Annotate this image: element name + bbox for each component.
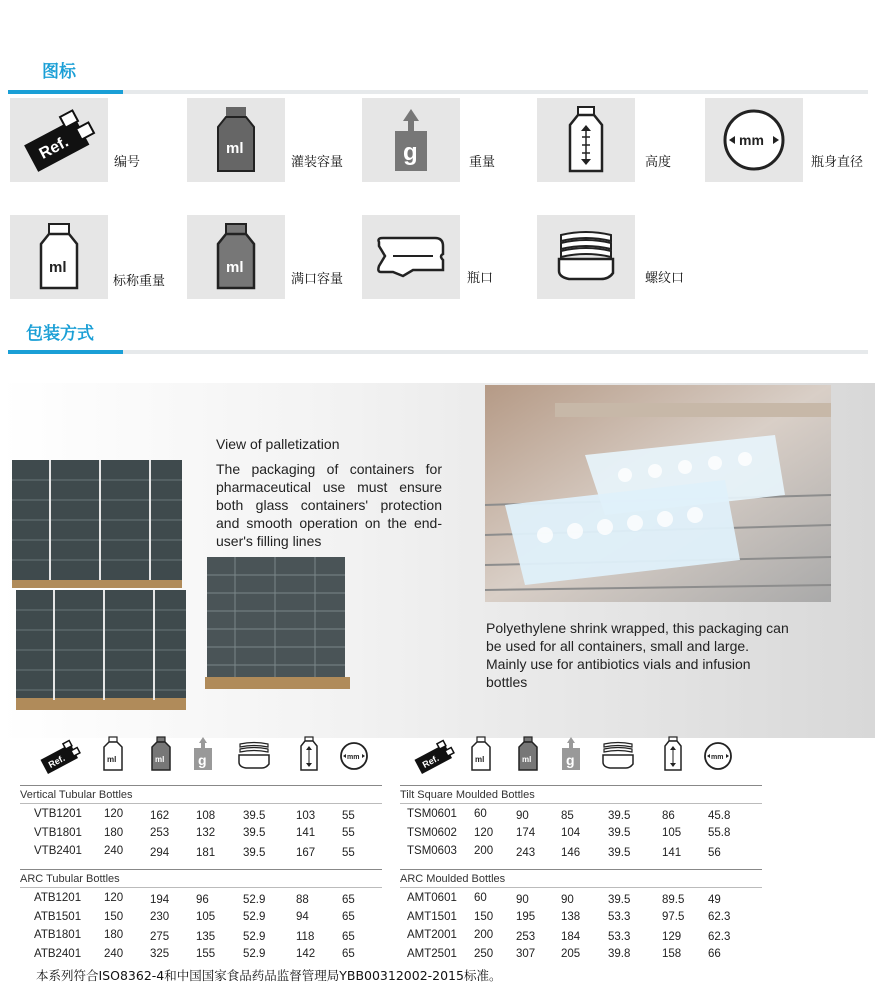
thread-icon: [600, 740, 636, 775]
ref-icon: [16, 105, 102, 175]
table-cell-value: 53.3: [608, 931, 631, 943]
table-row: [0, 808, 875, 826]
table-group-title: Tilt Square Moulded Bottles: [400, 789, 535, 801]
section-underline: [123, 350, 868, 354]
table-cell-value: 88: [296, 894, 309, 906]
table-group-title: ARC Tubular Bottles: [20, 873, 120, 885]
table-cell-value: 275: [150, 931, 170, 943]
table-cell-value: 146: [561, 847, 581, 859]
right-table-icon-row: [0, 730, 875, 780]
icon-label-diameter: 瓶身直径: [811, 155, 864, 170]
table-row: [0, 845, 875, 863]
table-cell-value: 89.5: [662, 894, 685, 906]
table-cell-value: 194: [150, 894, 170, 906]
table-cell-code: AMT1501: [407, 910, 457, 923]
table-cell-code: AMT2501: [407, 947, 457, 960]
table-group-title: Vertical Tubular Bottles: [20, 789, 133, 801]
table-cell-value: 120: [104, 892, 124, 904]
section-underline: [123, 90, 868, 94]
table-cell-value: 138: [561, 910, 581, 923]
table-cell-value: 150: [104, 910, 124, 923]
ml-filled-icon: [517, 736, 539, 777]
height-icon: [662, 736, 684, 777]
table-cell-value: 120: [104, 808, 124, 820]
weight-icon-tile: [362, 98, 460, 182]
icons-section-title: 图标: [42, 62, 76, 82]
packaging-section-header: [8, 314, 868, 356]
table-cell-value: 120: [474, 826, 494, 839]
table-cell-value: 97.5: [662, 910, 685, 923]
table-cell-value: 62.3: [708, 931, 731, 943]
ml-bottle-icon-tile: [187, 98, 285, 182]
table-cell-code: VTB1801: [34, 826, 82, 839]
table-cell-code: TSM0602: [407, 826, 457, 839]
table-cell-value: 294: [150, 847, 170, 859]
standards-footer-note: 本系列符合ISO8362-4和中国国家食品药品监督管理局YBB00312002-2015标准。: [36, 968, 502, 983]
ml-icon-text: ml: [226, 140, 244, 157]
table-cell-value: 85: [561, 810, 574, 822]
table-cell-value: 66: [708, 947, 721, 960]
ref-icon-tile: [10, 98, 108, 182]
ml-icon: [470, 736, 492, 777]
table-cell-code: ATB1201: [34, 892, 82, 904]
table-cell-value: 200: [474, 845, 494, 857]
thread-icon-tile: [537, 215, 635, 299]
table-cell-value: 155: [196, 947, 216, 960]
table-cell-value: 180: [104, 929, 124, 941]
table-cell-value: 39.5: [608, 810, 631, 822]
table-cell-value: 105: [662, 826, 682, 839]
table-cell-value: 52.9: [243, 910, 266, 923]
table-cell-value: 240: [104, 845, 124, 857]
table-cell-value: 39.5: [608, 826, 631, 839]
table-cell-value: 142: [296, 947, 316, 960]
table-cell-value: 205: [561, 947, 581, 960]
table-cell-value: 52.9: [243, 947, 266, 960]
table-cell-value: 105: [196, 910, 216, 923]
table-cell-value: 240: [104, 947, 124, 960]
table-cell-value: 253: [150, 826, 170, 839]
icon-label-thread-mouth: 螺纹口: [645, 271, 685, 286]
height-icon-tile: [537, 98, 635, 182]
table-cell-value: 55: [342, 810, 355, 822]
packaging-section-title: 包装方式: [26, 324, 94, 344]
table-rule: [400, 869, 762, 870]
table-cell-value: 52.9: [243, 931, 266, 943]
mini-ml-filled-text: ml: [522, 755, 532, 764]
table-cell-value: 90: [516, 894, 529, 906]
ref-icon: [412, 738, 458, 779]
table-cell-value: 132: [196, 826, 216, 839]
ref-icon-text: Ref.: [36, 133, 72, 163]
table-rule: [400, 803, 762, 804]
table-cell-value: 65: [342, 947, 355, 960]
table-cell-code: VTB2401: [34, 845, 82, 857]
table-cell-value: 86: [662, 810, 675, 822]
table-cell-value: 230: [150, 910, 170, 923]
table-cell-value: 45.8: [708, 810, 731, 822]
icon-label-nominal-weight: 标称重量: [113, 274, 166, 289]
table-cell-value: 150: [474, 910, 494, 923]
table-cell-value: 174: [516, 826, 536, 839]
palletization-text: The packaging of containers for pharmaceutical use must ensure both glass containers' protection and smooth operation on the end-user's filling lines: [216, 461, 442, 549]
weight-g-icon: [389, 105, 433, 175]
icon-label-bottle-mouth: 瓶口: [467, 271, 494, 286]
table-row: [0, 911, 875, 929]
diameter-icon-tile: [705, 98, 803, 182]
shrink-wrap-image: [485, 385, 831, 602]
mini-g-text: g: [198, 752, 207, 768]
table-cell-value: 135: [196, 931, 216, 943]
table-cell-value: 307: [516, 947, 536, 960]
table-cell-value: 65: [342, 910, 355, 923]
table-cell-code: AMT0601: [407, 892, 457, 904]
brimful-ml-text: ml: [226, 259, 244, 276]
icon-label-ref: 编号: [114, 155, 141, 170]
section-underline-accent: [8, 350, 123, 354]
table-cell-value: 52.9: [243, 894, 266, 906]
table-rule: [20, 887, 382, 888]
diameter-mm-icon: [719, 105, 789, 175]
icon-label-height: 高度: [645, 155, 672, 170]
mini-ml-text: ml: [475, 755, 485, 764]
table-cell-value: 55: [342, 826, 355, 839]
table-cell-value: 129: [662, 931, 682, 943]
table-row: [0, 948, 875, 966]
table-cell-value: 90: [561, 894, 574, 906]
pallet-stack-image: [10, 440, 190, 720]
table-rule: [400, 785, 762, 786]
table-cell-value: 60: [474, 892, 487, 904]
table-cell-value: 39.5: [243, 847, 266, 859]
table-cell-value: 39.5: [608, 894, 631, 906]
section-underline-accent: [8, 90, 123, 94]
table-cell-value: 39.5: [243, 810, 266, 822]
table-cell-value: 253: [516, 931, 536, 943]
table-cell-value: 65: [342, 931, 355, 943]
table-cell-code: AMT2001: [407, 929, 457, 941]
bottle-mouth-icon: [373, 232, 449, 282]
mini-ml-filled-text: ml: [155, 755, 165, 764]
table-cell-value: 55.8: [708, 826, 731, 839]
table-cell-value: 108: [196, 810, 216, 822]
table-row: [0, 827, 875, 845]
table-cell-code: TSM0603: [407, 845, 457, 857]
mini-mm-text: mm: [711, 754, 724, 761]
icon-label-fill-capacity: 灌装容量: [291, 155, 344, 170]
table-cell-value: 325: [150, 947, 170, 960]
table-rule: [20, 785, 382, 786]
table-cell-code: VTB1201: [34, 808, 82, 820]
mouth-icon-tile: [362, 215, 460, 299]
palletization-heading: View of palletization: [216, 436, 340, 452]
nominal-ml-text: ml: [49, 259, 67, 276]
table-cell-value: 181: [196, 847, 216, 859]
mini-g-text: g: [566, 752, 575, 768]
table-rule: [20, 869, 382, 870]
table-cell-value: 39.5: [243, 826, 266, 839]
brimful-ml-icon: [214, 222, 258, 292]
table-cell-value: 65: [342, 894, 355, 906]
table-cell-code: ATB2401: [34, 947, 82, 960]
mini-ref-text: Ref.: [46, 753, 67, 770]
table-cell-value: 167: [296, 847, 316, 859]
table-group-title: ARC Moulded Bottles: [400, 873, 506, 885]
thread-mouth-icon: [551, 227, 621, 287]
table-cell-value: 104: [561, 826, 581, 839]
table-rule: [400, 887, 762, 888]
g-icon-text: g: [403, 139, 418, 166]
icon-label-weight: 重量: [469, 155, 496, 170]
ml-bottle-icon: [214, 105, 258, 175]
table-cell-value: 103: [296, 810, 316, 822]
nominal-icon-tile: [10, 215, 108, 299]
table-cell-value: 118: [296, 931, 315, 943]
table-cell-value: 141: [296, 826, 316, 839]
table-cell-value: 200: [474, 929, 494, 941]
table-cell-value: 94: [296, 910, 309, 923]
table-cell-value: 62.3: [708, 910, 731, 923]
icons-section-header: [8, 52, 868, 94]
nominal-ml-icon: [37, 222, 81, 292]
table-cell-value: 184: [561, 931, 581, 943]
table-cell-value: 60: [474, 808, 487, 820]
table-cell-code: TSM0601: [407, 808, 457, 820]
table-cell-value: 243: [516, 847, 536, 859]
height-icon: [564, 105, 608, 175]
table-cell-value: 53.3: [608, 910, 631, 923]
table-cell-value: 162: [150, 810, 170, 822]
table-cell-value: 49: [708, 894, 721, 906]
table-cell-value: 195: [516, 910, 536, 923]
table-cell-value: 250: [474, 947, 494, 960]
mini-ml-text: ml: [107, 755, 117, 764]
diameter-icon: [702, 740, 734, 777]
shrink-wrap-text: Polyethylene shrink wrapped, this packaging can be used for all containers, small and large. Mainly use for antibiotics vials and infusion bottles: [486, 620, 789, 690]
table-cell-value: 56: [708, 847, 721, 859]
brimful-icon-tile: [187, 215, 285, 299]
table-rule: [20, 803, 382, 804]
mini-ref-text: Ref.: [420, 753, 441, 770]
table-cell-code: ATB1801: [34, 929, 82, 941]
table-row: [0, 892, 875, 910]
mm-icon-text: mm: [739, 132, 764, 148]
table-cell-value: 39.8: [608, 947, 631, 960]
table-cell-value: 55: [342, 847, 355, 859]
table-cell-value: 96: [196, 894, 209, 906]
pallet-small-image: [205, 555, 350, 695]
table-cell-value: 180: [104, 826, 124, 839]
table-cell-value: 141: [662, 847, 682, 859]
weight-g-icon: [560, 736, 582, 777]
icon-label-brimful-capacity: 满口容量: [291, 272, 344, 287]
table-cell-code: ATB1501: [34, 910, 82, 923]
table-cell-value: 39.5: [608, 847, 631, 859]
table-cell-value: 90: [516, 810, 529, 822]
table-row: [0, 929, 875, 947]
table-cell-value: 158: [662, 947, 682, 960]
mini-mm-text: mm: [347, 754, 360, 761]
